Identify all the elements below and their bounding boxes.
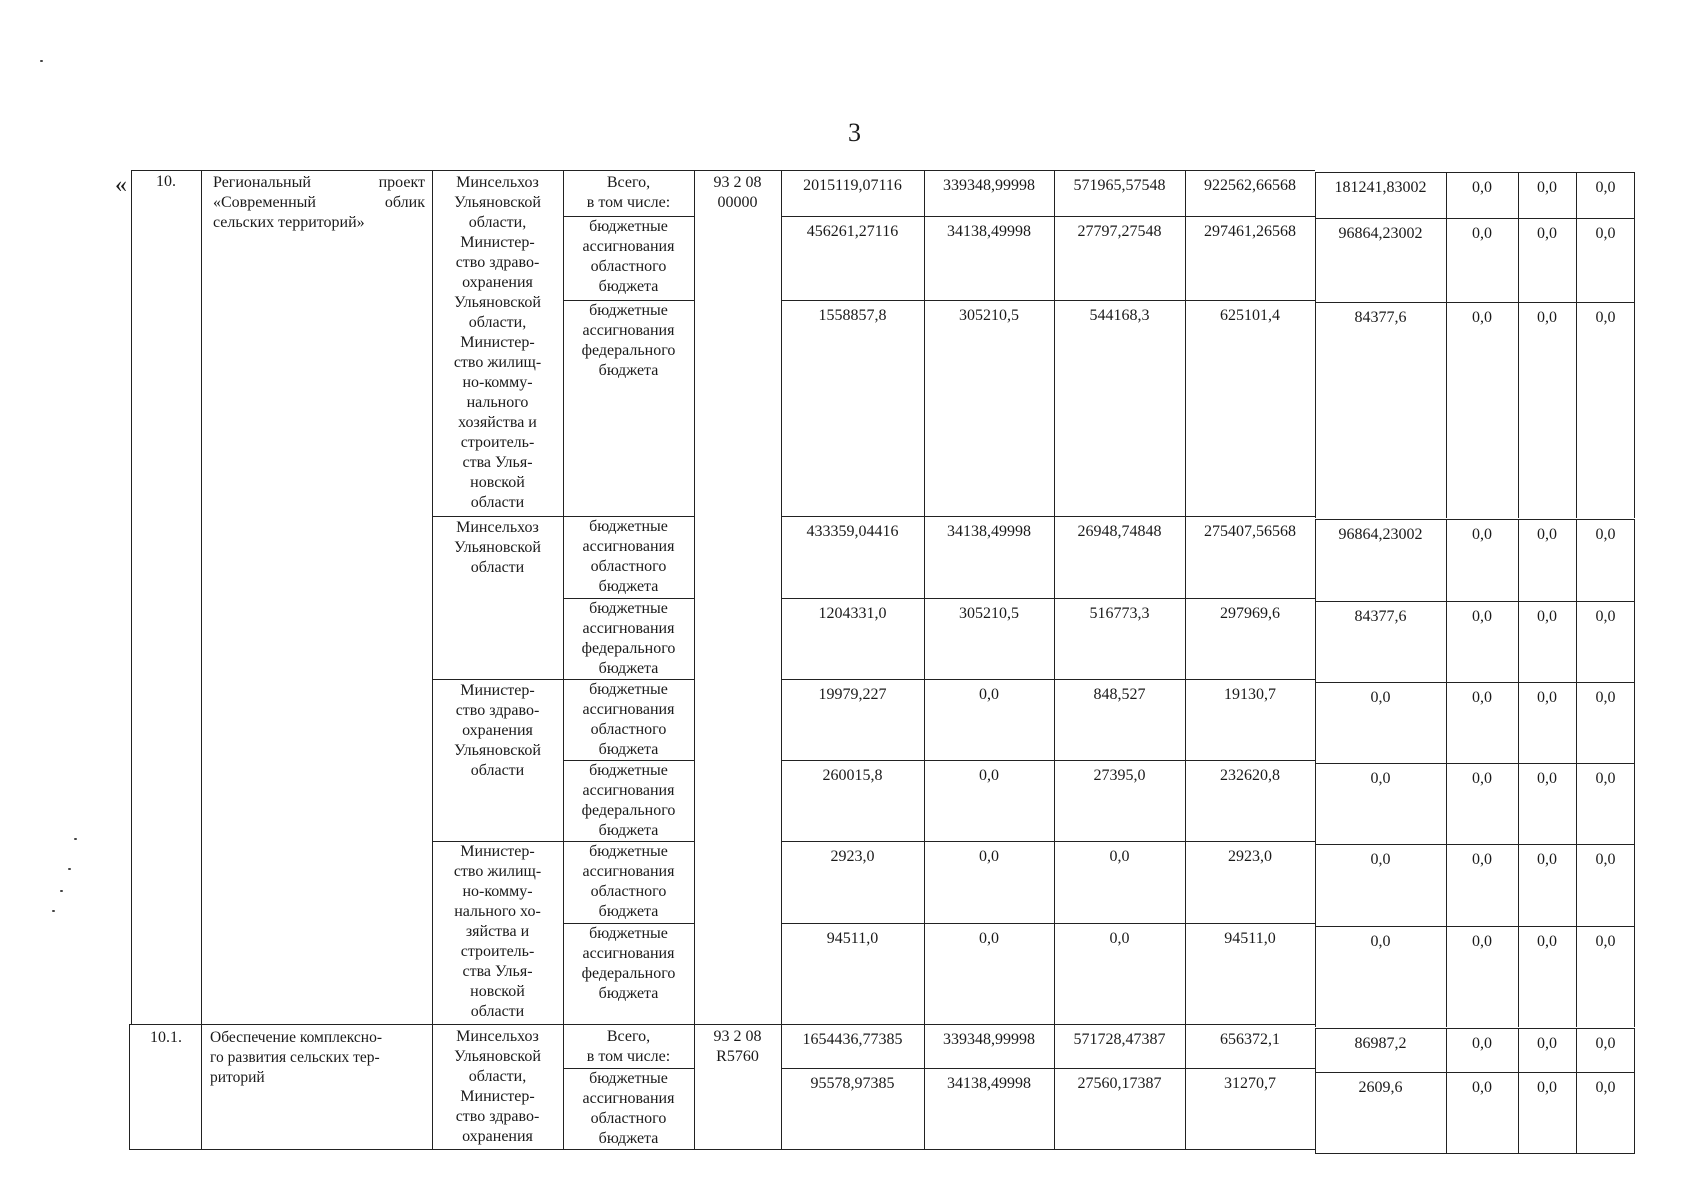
value-cell [924,300,1054,516]
scan-speck [40,60,43,62]
value-text: 2609,6 [1358,1079,1403,1096]
value-text: 26948,74848 [1077,523,1162,540]
value-text: 0,0 [1472,1079,1492,1096]
value-cell [781,300,924,516]
value-text: 84377,6 [1354,608,1407,625]
value-text: 0,0 [1595,309,1616,326]
executor: Минсельхоз Ульяновской области, Министер- ство здраво- охранения [454,1028,541,1145]
value-text: 31270,7 [1224,1075,1276,1092]
value-text: 0,0 [1537,309,1557,326]
value-text: 0,0 [1537,179,1557,196]
value-text: 0,0 [1370,689,1391,706]
value-text: 0,0 [1472,225,1492,242]
opening-quote-mark: « [115,172,127,198]
value-text: 0,0 [1595,851,1616,868]
value-text: 0,0 [1537,689,1557,706]
value-cell [1054,300,1185,516]
value-text: 0,0 [1472,933,1492,950]
project-name: Обеспечение комплексно- го развития сельских тер- риторий [210,1029,382,1086]
value-text: 1558857,8 [818,307,887,324]
value-text: 27395,0 [1093,767,1146,784]
funding-source: бюджетные ассигнования федерального бюджета [581,925,676,1002]
value-text: 34138,49998 [947,223,1031,240]
value-text: 1204331,0 [818,605,887,622]
value-text: 571728,47387 [1073,1031,1166,1048]
value-text: 625101,4 [1220,307,1280,324]
value-text: 96864,23002 [1338,225,1423,242]
funding-source: бюджетные ассигнования федерального бюджета [581,600,676,677]
value-text: 27560,17387 [1077,1075,1162,1092]
value-text: 0,0 [1370,851,1391,868]
value-text: 275407,56568 [1204,523,1296,540]
value-text: 0,0 [1370,770,1391,787]
value-text: 297461,26568 [1204,223,1296,240]
value-text: 0,0 [1537,770,1557,787]
scan-speck [52,910,55,912]
value-text: 456261,27116 [806,223,899,240]
value-text: 0,0 [1595,526,1616,543]
value-text: 0,0 [1595,689,1616,706]
budget-code: 93 2 08 00000 [713,174,762,211]
value-text: 656372,1 [1220,1031,1280,1048]
executor: Минсельхоз Ульяновской области, Министер- ство здраво- охранения Ульяновской области, Министер- ство жилищ- но-комму- нального хозяйства и строитель- ства Улья- новской области [453,174,542,511]
value-text: 34138,49998 [947,1075,1031,1092]
value-text: 0,0 [1472,179,1492,196]
value-text: 0,0 [1537,933,1557,950]
value-text: 0,0 [979,767,999,784]
value-text: 0,0 [979,930,999,947]
value-text: 0,0 [1472,608,1492,625]
project-name-line: «Современный облик [213,194,425,211]
value-text: 0,0 [1595,608,1616,625]
funding-source: бюджетные ассигнования областного бюджета [582,681,675,758]
value-text: 0,0 [1595,770,1616,787]
value-text: 922562,66568 [1204,177,1296,194]
value-text: 0,0 [1537,526,1557,543]
scan-speck [68,868,71,870]
row-number: 10.1. [150,1029,182,1046]
funding-source: Всего, в том числе: [586,174,671,211]
value-text: 339348,99998 [943,177,1035,194]
value-text: 0,0 [1472,1035,1492,1052]
funding-source: бюджетные ассигнования федерального бюджета [581,762,676,839]
value-text: 181241,83002 [1334,179,1427,196]
project-name-line: Региональный проект [213,174,425,191]
page-number: 3 [848,118,861,147]
value-text: 0,0 [1595,933,1616,950]
value-text: 84377,6 [1354,309,1407,326]
value-cell [1518,302,1576,518]
value-text: 305210,5 [959,605,1019,622]
value-text: 0,0 [979,686,999,703]
value-text: 0,0 [979,848,999,865]
value-text: 305210,5 [959,307,1019,324]
value-text: 0,0 [1472,851,1492,868]
value-text: 27797,27548 [1077,223,1162,240]
value-text: 94511,0 [826,930,879,947]
value-text: 0,0 [1537,225,1557,242]
value-text: 2923,0 [1228,848,1272,865]
value-text: 0,0 [1472,309,1492,326]
funding-source: бюджетные ассигнования федерального бюджета [581,302,676,379]
scan-speck [74,838,77,840]
value-text: 19979,227 [818,686,887,703]
value-cell [1446,302,1518,518]
value-text: 571965,57548 [1073,177,1166,194]
budget-code-cell [694,170,781,1024]
value-text: 2923,0 [830,848,875,865]
value-cell [1315,302,1446,518]
value-cell [1185,300,1315,516]
funding-source: Всего, в том числе: [586,1028,671,1065]
budget-code: 93 2 08 R5760 [713,1028,762,1065]
funding-source: бюджетные ассигнования областного бюджета [582,218,675,295]
value-text: 0,0 [1472,526,1492,543]
value-text: 95578,97385 [810,1075,895,1092]
project-name-line: сельских территорий» [213,214,365,231]
executor: Министер- ство жилищ- но-комму- нального хо- зяйства и строитель- ства Улья- новской области [453,843,542,1020]
value-text: 0,0 [1595,1035,1616,1052]
value-cell [1576,302,1635,518]
value-text: 0,0 [1537,851,1557,868]
funding-source: бюджетные ассигнования областного бюджета [582,843,675,920]
value-text: 19130,7 [1224,686,1276,703]
value-text: 516773,3 [1089,605,1150,622]
value-text: 544168,3 [1089,307,1150,324]
value-text: 0,0 [1537,1079,1557,1096]
value-text: 2015119,07116 [803,177,902,194]
value-text: 0,0 [1109,930,1130,947]
value-text: 0,0 [1370,933,1391,950]
value-text: 297969,6 [1220,605,1280,622]
value-text: 433359,04416 [806,523,899,540]
value-text: 0,0 [1472,770,1492,787]
value-text: 96864,23002 [1338,526,1423,543]
value-text: 0,0 [1472,689,1492,706]
value-text: 232620,8 [1220,767,1280,784]
executor: Минсельхоз Ульяновской области [454,519,541,576]
value-text: 0,0 [1595,179,1616,196]
value-text: 848,527 [1093,686,1146,703]
executor: Министер- ство здраво- охранения Ульяновской области [454,682,541,779]
row-number: 10. [156,173,176,190]
row-number-cell [131,170,201,1024]
value-text: 0,0 [1595,1079,1616,1096]
value-text: 0,0 [1537,608,1557,625]
value-text: 0,0 [1109,848,1130,865]
value-text: 34138,49998 [947,523,1031,540]
funding-source: бюджетные ассигнования областного бюджета [582,1070,675,1147]
scan-speck [60,890,63,892]
value-text: 260015,8 [822,767,883,784]
value-text: 0,0 [1537,1035,1557,1052]
value-text: 339348,99998 [943,1031,1035,1048]
project-name-cell [201,170,432,1024]
funding-source: бюджетные ассигнования областного бюджета [582,518,675,595]
value-text: 1654436,77385 [802,1031,903,1048]
value-text: 86987,2 [1354,1035,1407,1052]
value-text: 0,0 [1595,225,1616,242]
value-text: 94511,0 [1224,930,1276,947]
